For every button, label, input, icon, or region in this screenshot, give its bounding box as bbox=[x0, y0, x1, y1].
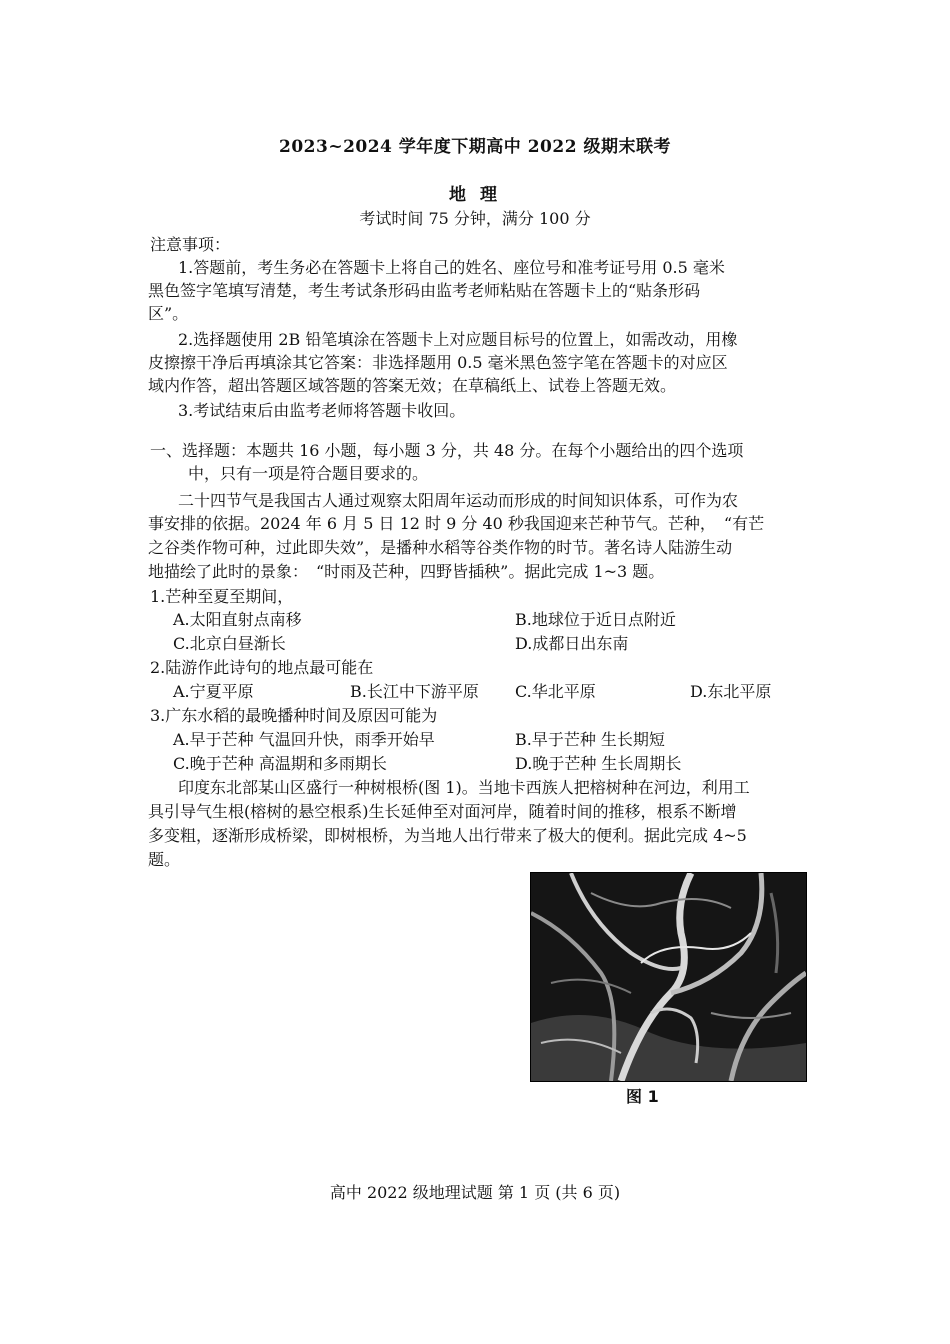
exam-info: 考试时间 75 分钟，满分 100 分 bbox=[359, 209, 591, 228]
option-c: C.晚于芒种 高温期和多雨期长 bbox=[173, 754, 387, 773]
option-a: A.早于芒种 气温回升快，雨季开始早 bbox=[173, 730, 435, 749]
option-d: D.晚于芒种 生长周期长 bbox=[515, 754, 682, 773]
passage-line: 二十四节气是我国古人通过观察太阳周年运动而形成的时间知识体系，可作为农 bbox=[178, 491, 739, 510]
option-d: D.成都日出东南 bbox=[515, 634, 629, 653]
option-a: A.宁夏平原 bbox=[173, 682, 254, 701]
notice-line: 3.考试结束后由监考老师将答题卡收回。 bbox=[178, 401, 466, 420]
notice-line: 1.答题前，考生务必在答题卡上将自己的姓名、座位号和准考证号用 0.5 毫米 bbox=[178, 258, 725, 277]
exam-title: 2023~2024 学年度下期高中 2022 级期末联考 bbox=[279, 137, 671, 157]
option-a: A.太阳直射点南移 bbox=[173, 610, 302, 629]
passage-line: 多变粗，逐渐形成桥梁，即树根桥，为当地人出行带来了极大的便利。据此完成 4~5 bbox=[148, 826, 747, 845]
option-b: B.早于芒种 生长期短 bbox=[515, 730, 665, 749]
root-bridge-photo bbox=[530, 872, 807, 1082]
notice-line: 皮擦擦干净后再填涂其它答案：非选择题用 0.5 毫米黑色签字笔在答题卡的对应区 bbox=[148, 353, 728, 372]
section-heading: 一、选择题：本题共 16 小题，每小题 3 分，共 48 分。在每个小题给出的四个选项 bbox=[150, 441, 744, 460]
option-d: D.东北平原 bbox=[690, 682, 772, 701]
option-b: B.地球位于近日点附近 bbox=[515, 610, 676, 629]
notice-line: 2.选择题使用 2B 铅笔填涂在答题卡上对应题目标号的位置上，如需改动，用橡 bbox=[178, 330, 738, 349]
notice-line: 域内作答，超出答题区域答题的答案无效；在草稿纸上、试卷上答题无效。 bbox=[148, 376, 677, 395]
option-c: C.华北平原 bbox=[515, 682, 596, 701]
option-b: B.长江中下游平原 bbox=[350, 682, 479, 701]
page-footer: 高中 2022 级地理试题 第 1 页 (共 6 页) bbox=[329, 1183, 621, 1202]
question-stem: 2.陆游作此诗句的地点最可能在 bbox=[150, 658, 374, 677]
passage-line: 具引导气生根(榕树的悬空根系)生长延伸至对面河岸，随着时间的推移，根系不断增 bbox=[148, 802, 737, 821]
passage-line: 事安排的依据。2024 年 6 月 5 日 12 时 9 分 40 秒我国迎来芒种节气。芒种， “有芒 bbox=[148, 514, 765, 533]
notice-line: 区”。 bbox=[148, 304, 189, 323]
passage-line: 题。 bbox=[148, 850, 181, 869]
option-c: C.北京白昼渐长 bbox=[173, 634, 286, 653]
figure-caption: 图 1 bbox=[626, 1087, 659, 1106]
notice-line: 黑色签字笔填写清楚，考生考试条形码由监考老师粘贴在答题卡上的“贴条形码 bbox=[148, 281, 701, 300]
passage-line: 之谷类作物可种，过此即失效”，是播种水稻等谷类作物的时节。著名诗人陆游生动 bbox=[148, 538, 733, 557]
passage-line: 印度东北部某山区盛行一种树根桥(图 1)。当地卡西族人把榕树种在河边，利用工 bbox=[178, 778, 750, 797]
question-stem: 1.芒种至夏至期间， bbox=[150, 587, 294, 606]
subject-title: 地 理 bbox=[449, 185, 501, 205]
passage-line: 地描绘了此时的景象： “时雨及芒种，四野皆插秧”。据此完成 1~3 题。 bbox=[148, 562, 665, 581]
question-stem: 3.广东水稻的最晚播种时间及原因可能为 bbox=[150, 706, 438, 725]
notice-heading: 注意事项： bbox=[150, 235, 231, 254]
section-heading-cont: 中，只有一项是符合题目要求的。 bbox=[188, 464, 429, 483]
